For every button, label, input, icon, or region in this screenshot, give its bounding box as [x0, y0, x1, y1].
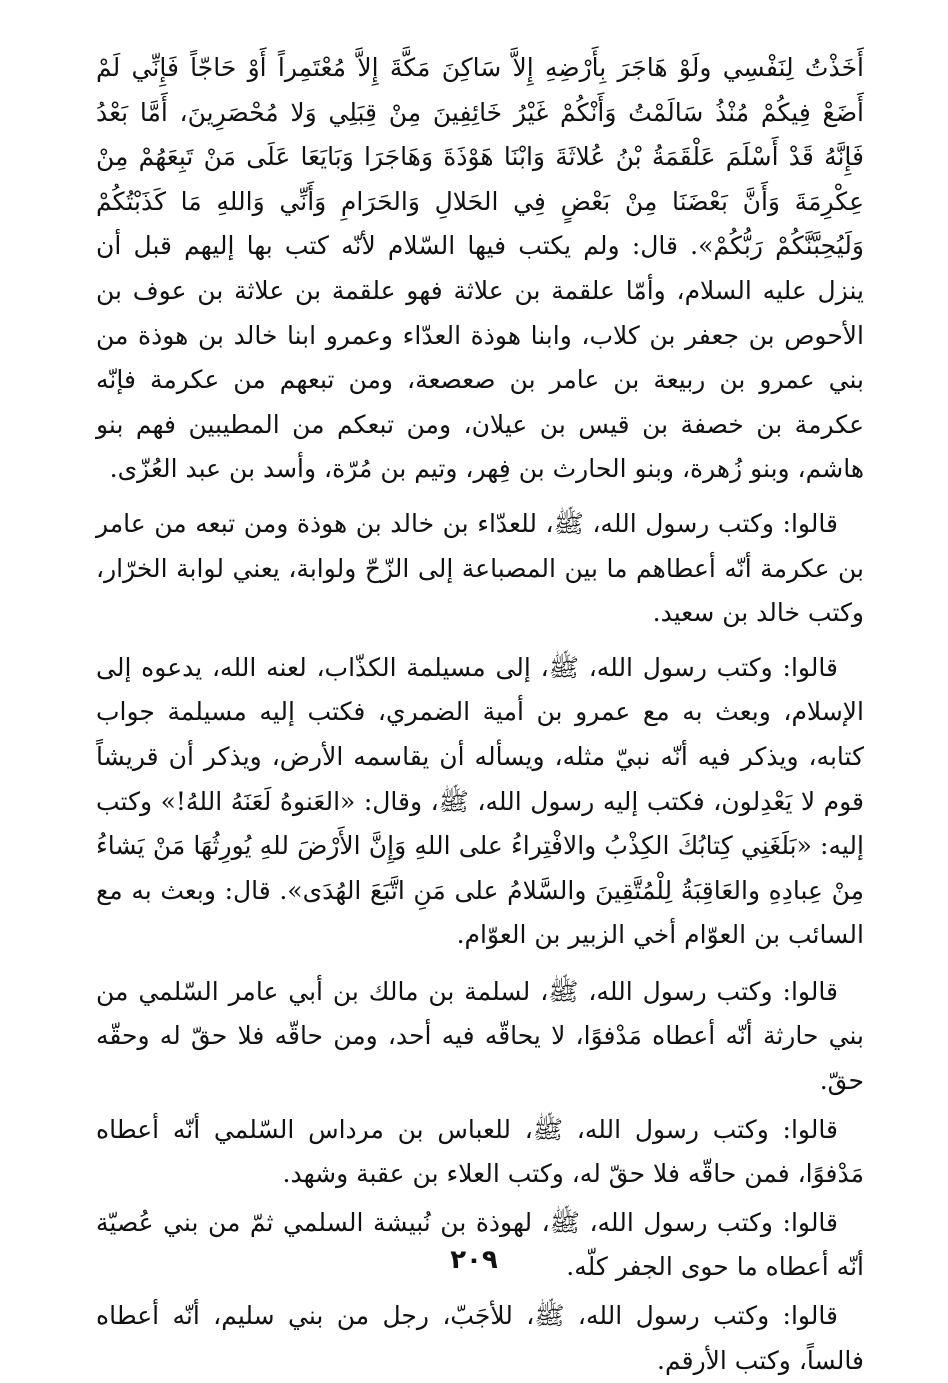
paragraph-7: قالوا: وكتب رسول الله، ﷺ، للأجَبّ، رجل من بني سليم، أنّه أعطاه فالساً، وكتب الأرقم. — [96, 1301, 864, 1375]
paragraph-2: قالوا: وكتب رسول الله، ﷺ، للعدّاء بن خالد بن هوذة ومن تبعه من عامر بن عكرمة أنّه أعطاهم ما بين المصباعة إلى الزّحّ ولوابة، يعني لوابة الخرّار، وكتب خالد بن سعيد. — [96, 508, 864, 628]
document-page — [96, 46, 864, 1383]
paragraph-4: قالوا: وكتب رسول الله، ﷺ، لسلمة بن مالك بن أبي عامر السّلمي من بني حارثة أنّه أعطاه مَدْفوًا، لا يحاقّه فيه أحد، ومن حاقّه فلا حقّ له وحقّه حقّ. — [96, 976, 864, 1096]
paragraph-6: قالوا: وكتب رسول الله، ﷺ، لهوذة بن نُبيشة السلمي ثمّ من بني عُصيّة أنّه أعطاه ما حوى الجفر كلّه. — [96, 1207, 864, 1282]
page-number: ٢٠٩ — [450, 1245, 498, 1275]
paragraph-3: قالوا: وكتب رسول الله، ﷺ، إلى مسيلمة الكذّاب، لعنه الله، يدعوه إلى الإسلام، وبعث به مع عمرو بن أمية الضمري، فكتب إليه مسيلمة جواب كتابه، ويذكر فيه أنّه نبيّ مثله، ويسأله أن يقاسمه الأرض، ويذكر أن قريشاً قوم لا يَعْدِلون، فكتب إليه رسول الله، ﷺ، وقال: «العَنوهُ لَعَنَهُ اللهُ!» وكتب إليه: «بَلَغَنِي كِتابُكَ الكِذْبُ والافْتِراءُ على اللهِ وَإِنَّ الأَرْضَ للهِ يُورِثُهَا مَنْ يَشاءُ مِنْ عِبادِهِ والعَاقِبَةُ لِلْمُتَّقِينَ والسَّلامُ على مَنِ اتَّبَعَ الهُدَى». قال: وبعث به مع السائب بن العوّام أخي الزبير بن العوّام. — [96, 652, 864, 950]
paragraph-5: قالوا: وكتب رسول الله، ﷺ، للعباس بن مرداس السّلمي أنّه أعطاه مَدْفوًا، فمن حاقّه فلا حقّ له، وكتب العلاء بن عقبة وشهد. — [96, 1114, 864, 1189]
paragraph-1: أَخَذْتُ لِنَفْسِي ولَوْ هَاجَرَ بِأَرْضِهِ إِلاَّ سَاكِنَ مَكَّةَ إِلاَّ مُعْتَمِراً أَوْ حَاجّاً فَإِنِّي لَمْ أَضَعْ فِيكُمْ مُنْذُ سَالَمْتُ وَأَنْكُمْ غَيْرُ خَائِفِينَ مِنْ قِبَلِي وَلا مُحْصَرِينَ، أَمَّا بَعْدُ فَإِنَّهُ قَدْ أَسْلَمَ عَلْقَمَةُ بْنُ عُلاثَةَ وَابْنَا هَوْذَةَ وَهَاجَرَا وَبَايَعَا عَلَى مَنْ تَبِعَهُمْ مِنْ عِكْرِمَةَ وَأَنَّ بَعْضَنَا مِنْ بَعْضٍ فِي الحَلالِ وَالحَرَامِ وَأَنِّي وَاللهِ مَا كَذَبْتُكُمْ وَلَيُحِبَّنَّكُمْ رَبُّكُمْ». قال: ولم يكتب فيها السّلام لأنّه كتب بها إليهم قبل أن ينزل عليه السلام، وأمّا علقمة بن علاثة فهو علقمة بن علاثة بن عوف بن الأحوص بن جعفر بن كلاب، وابنا هوذة العدّاء وعمرو ابنا خالد بن هوذة من بني عمرو بن ربيعة بن عامر بن صعصعة، ومن تبعهم من عكرمة فإنّه عكرمة بن خصفة بن قيس بن عيلان، ومن تبعكم من المطيبين فهم بنو هاشم، وبنو زُهرة، وبنو الحارث بن فِهر، وتيم بن مُرّة، وأسد بن عبد العُزّى. — [96, 53, 864, 484]
